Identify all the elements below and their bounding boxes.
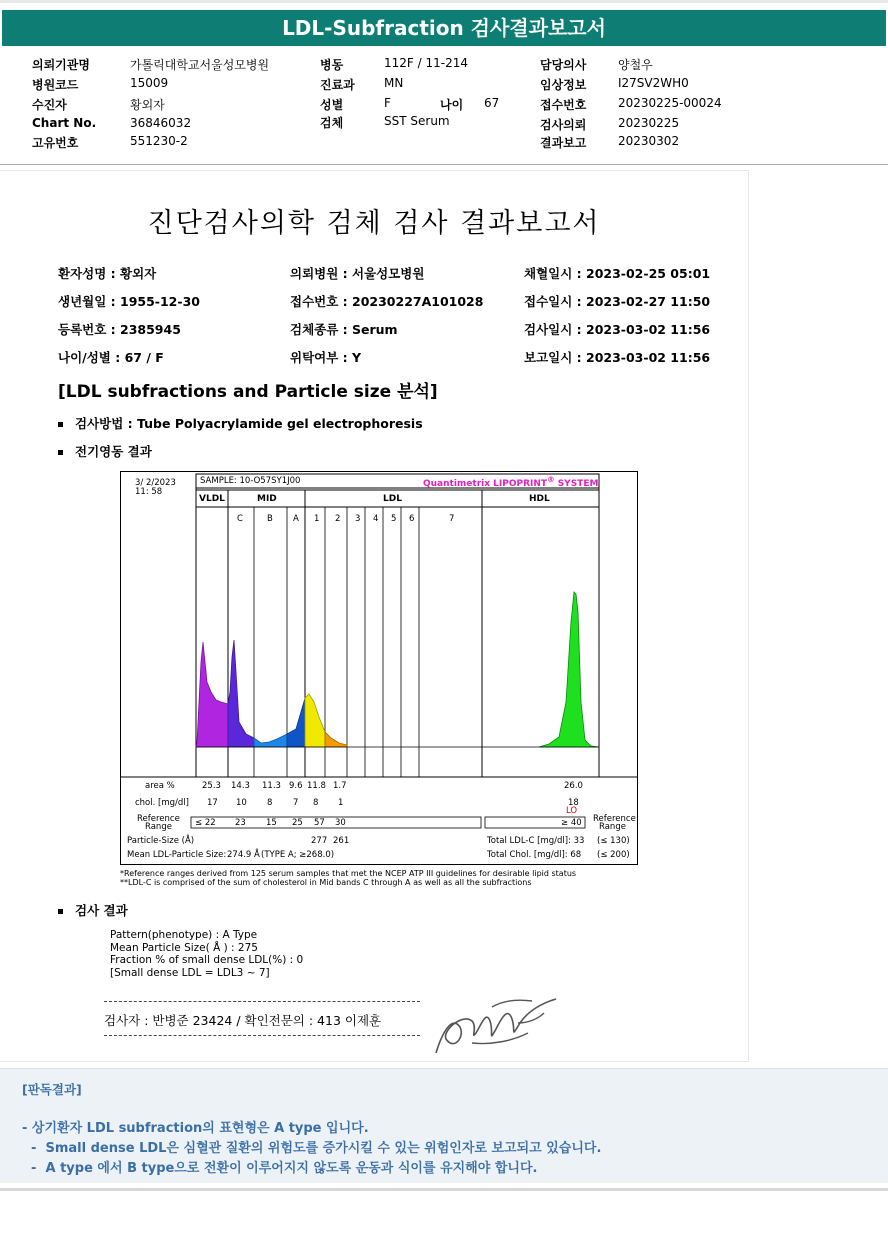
area-value: 11.8 <box>307 781 326 791</box>
info-value: 가톨릭대학교서울성모병원 <box>130 58 270 72</box>
chol-hdl-value: 18 <box>568 798 579 808</box>
info-value: 551230-2 <box>130 134 188 148</box>
interpretation-body <box>0 1107 888 1183</box>
info-label: 담당의사 <box>540 58 587 72</box>
chol-value: 8 <box>313 798 319 808</box>
total-chol-ref: (≤ 200) <box>597 850 630 860</box>
patient-field: 등록번호 : 2385945 <box>58 322 181 337</box>
patient-field: 접수일시 : 2023-02-27 11:50 <box>524 294 711 309</box>
chol-hdl-flag: LO <box>566 806 578 816</box>
electro-text: 전기영동 결과 <box>75 444 152 459</box>
patient-field: 보고일시 : 2023-03-02 11:56 <box>524 350 711 365</box>
area-value: 25.3 <box>202 781 221 791</box>
area-hdl-value: 26.0 <box>564 781 583 791</box>
info-value: 양철우 <box>618 58 653 72</box>
ref-value: 23 <box>235 818 246 828</box>
size-value: 261 <box>333 836 350 846</box>
bullet-icon <box>58 909 63 914</box>
peak-ldl2 <box>325 732 347 747</box>
top-divider <box>0 0 888 3</box>
ref-right-range: Range <box>599 822 626 832</box>
ref-value: 15 <box>266 818 277 828</box>
row-label-size: Particle-Size (Å) <box>127 836 195 846</box>
band-label: B <box>267 514 273 524</box>
info-label: 고유번호 <box>32 136 79 150</box>
chol-value: 1 <box>338 798 344 808</box>
brand-suffix: SYSTEM <box>554 479 599 489</box>
definition-line: [Small dense LDL = LDL3 ~ 7] <box>110 966 270 979</box>
chol-value: 8 <box>267 798 273 808</box>
row-label-mean: Mean LDL-Particle Size: <box>127 850 227 860</box>
info-label: Chart No. <box>32 116 97 130</box>
band-label: 6 <box>409 514 415 524</box>
info-label: 나이 <box>440 98 464 112</box>
band-label: 4 <box>373 514 379 524</box>
area-value: 14.3 <box>231 781 250 791</box>
result-heading: 검사 결과 <box>75 903 128 918</box>
divider <box>0 164 888 165</box>
info-value: 67 <box>484 96 500 110</box>
ref-value: ≤ 22 <box>195 818 216 828</box>
peak-mid-a <box>287 698 305 747</box>
section-title: [LDL subfractions and Particle size 분석] <box>58 382 438 402</box>
ref-right-label: Reference <box>593 814 636 824</box>
fraction-line: Fraction % of small dense LDL(%) : 0 <box>110 954 304 966</box>
bottom-divider <box>0 1188 888 1191</box>
chart-svg <box>121 472 637 864</box>
band-label: 1 <box>314 514 320 524</box>
row-label-ref-range: Range <box>145 822 172 832</box>
info-value: I27SV2WH0 <box>618 76 689 90</box>
system-brand <box>423 475 598 489</box>
peak-mid-b <box>254 734 287 747</box>
info-label: 병원코드 <box>32 78 79 92</box>
info-value: 36846032 <box>130 116 192 130</box>
result-summary <box>110 929 303 979</box>
group-vldl: VLDL <box>199 494 225 504</box>
report-title: 진단검사의학 검체 검사 결과보고서 <box>147 208 601 239</box>
lipoprint-chart <box>120 471 638 865</box>
signature-image <box>432 993 562 1061</box>
ref-value: 57 <box>314 818 325 828</box>
group-ldl: LDL <box>383 494 402 504</box>
mean-type: (TYPE A; ≥268.0) <box>261 850 335 860</box>
mean-value: 274.9 Å <box>227 850 260 860</box>
info-value: 20230225-00024 <box>618 96 722 110</box>
patient-field: 나이/성별 : 67 / F <box>58 350 164 365</box>
patient-field: 채혈일시 : 2023-02-25 05:01 <box>524 266 711 281</box>
report-sheet <box>0 170 749 1062</box>
info-label: 성별 <box>320 98 344 112</box>
electro-bullet <box>58 442 152 460</box>
mean-size-line: Mean Particle Size( Å ) : 275 <box>110 941 258 954</box>
total-ldl-ref: (≤ 130) <box>597 836 630 846</box>
info-label: 임상정보 <box>540 78 587 92</box>
chol-value: 7 <box>293 798 299 808</box>
row-label-chol: chol. [mg/dl] <box>135 798 189 808</box>
interpretation-line: - 상기환자 LDL subfraction의 표현형은 A type 입니다. <box>22 1121 369 1136</box>
info-value: F <box>384 96 391 110</box>
group-hdl: HDL <box>529 494 550 504</box>
phenotype-line: Pattern(phenotype) : A Type <box>110 929 258 941</box>
band-label: C <box>237 514 243 524</box>
interpretation-header <box>0 1068 888 1108</box>
method-bullet <box>58 414 423 432</box>
band-label: A <box>293 514 299 524</box>
chart-time: 11: 58 <box>135 487 163 497</box>
info-value: 15009 <box>130 76 169 90</box>
band-label: 5 <box>391 514 397 524</box>
area-value: 9.6 <box>289 781 303 791</box>
interpretation-line: - Small dense LDL은 심혈관 질환의 위험도를 증가시킬 수 있는 위험인자로 보고되고 있습니다. <box>22 1141 602 1156</box>
footnote: *Reference ranges derived from 125 serum samples that met the NCEP ATP III guidelines for desirable lipid status <box>120 869 577 878</box>
ref-value: 30 <box>335 818 346 828</box>
patient-field: 의뢰병원 : 서울성모병원 <box>290 266 425 281</box>
patient-field: 환자성명 : 황외자 <box>58 266 157 281</box>
interpretation-title: [판독결과] <box>22 1082 82 1097</box>
info-label: 검체 <box>320 116 344 130</box>
chart-date: 3/ 2/2023 <box>135 478 176 488</box>
result-bullet <box>58 901 128 919</box>
brand-text: Quantimetrix LIPOPRINT <box>423 479 548 489</box>
patient-field: 검체종류 : Serum <box>290 322 398 337</box>
signature-rule <box>104 1035 420 1036</box>
size-value: 277 <box>311 836 328 846</box>
info-label: 접수번호 <box>540 98 587 112</box>
area-value: 1.7 <box>333 781 347 791</box>
info-label: 결과보고 <box>540 136 587 150</box>
total-chol: Total Chol. [mg/dl]: 68 <box>487 850 582 860</box>
patient-field: 검사일시 : 2023-03-02 11:56 <box>524 322 711 337</box>
interpretation-line: - A type 에서 B type으로 전환이 이루어지지 않도록 운동과 식이를 유지해야 합니다. <box>22 1161 538 1176</box>
info-value: 20230302 <box>618 134 680 148</box>
info-label: 의뢰기관명 <box>32 58 90 72</box>
signature-rule <box>104 1001 420 1002</box>
footnote: **LDL-C is comprised of the sum of cholesterol in Mid bands C through A as well as all the subfractions <box>120 878 532 887</box>
patient-field: 접수번호 : 20230227A101028 <box>290 294 484 309</box>
brand-mark: ® <box>547 475 555 484</box>
bullet-icon <box>58 422 63 427</box>
peak-mid-c <box>228 640 254 747</box>
group-mid: MID <box>257 494 277 504</box>
info-value: 황외자 <box>130 98 165 112</box>
ref-hdl-value: ≥ 40 <box>561 818 582 828</box>
band-label: 3 <box>355 514 361 524</box>
patient-field: 위탁여부 : Y <box>290 350 362 365</box>
report-banner: LDL-Subfraction 검사결과보고서 <box>2 10 886 46</box>
chol-value: 17 <box>207 798 218 808</box>
info-value: 112F / 11-214 <box>384 56 468 70</box>
info-label: 검사의뢰 <box>540 118 587 132</box>
chol-value: 10 <box>236 798 247 808</box>
info-label: 진료과 <box>320 78 355 92</box>
area-value: 11.3 <box>262 781 281 791</box>
peak-ldl1 <box>305 694 325 747</box>
info-value: 20230225 <box>618 116 680 130</box>
row-label-ref: Reference <box>137 814 180 824</box>
method-text: 검사방법 : Tube Polyacrylamide gel electrophoresis <box>75 416 423 431</box>
info-value: MN <box>384 76 404 90</box>
info-label: 수진자 <box>32 98 67 112</box>
band-label: 7 <box>449 514 455 524</box>
row-label-area: area % <box>145 781 175 791</box>
info-value: SST Serum <box>384 114 450 128</box>
bullet-icon <box>58 450 63 455</box>
band-label: 2 <box>335 514 341 524</box>
peak-vldl <box>196 642 228 747</box>
examiner-line: 검사자 : 반병준 23424 / 확인전문의 : 413 이제훈 <box>104 1013 382 1028</box>
peak-hdl <box>539 592 599 747</box>
patient-info-block <box>0 50 888 162</box>
info-label: 병동 <box>320 58 344 72</box>
ref-value: 25 <box>292 818 303 828</box>
total-ldl: Total LDL-C [mg/dl]: 33 <box>487 836 585 846</box>
sample-id: SAMPLE: 10-O57SY1J00 <box>200 476 301 486</box>
patient-field: 생년월일 : 1955-12-30 <box>58 294 200 309</box>
